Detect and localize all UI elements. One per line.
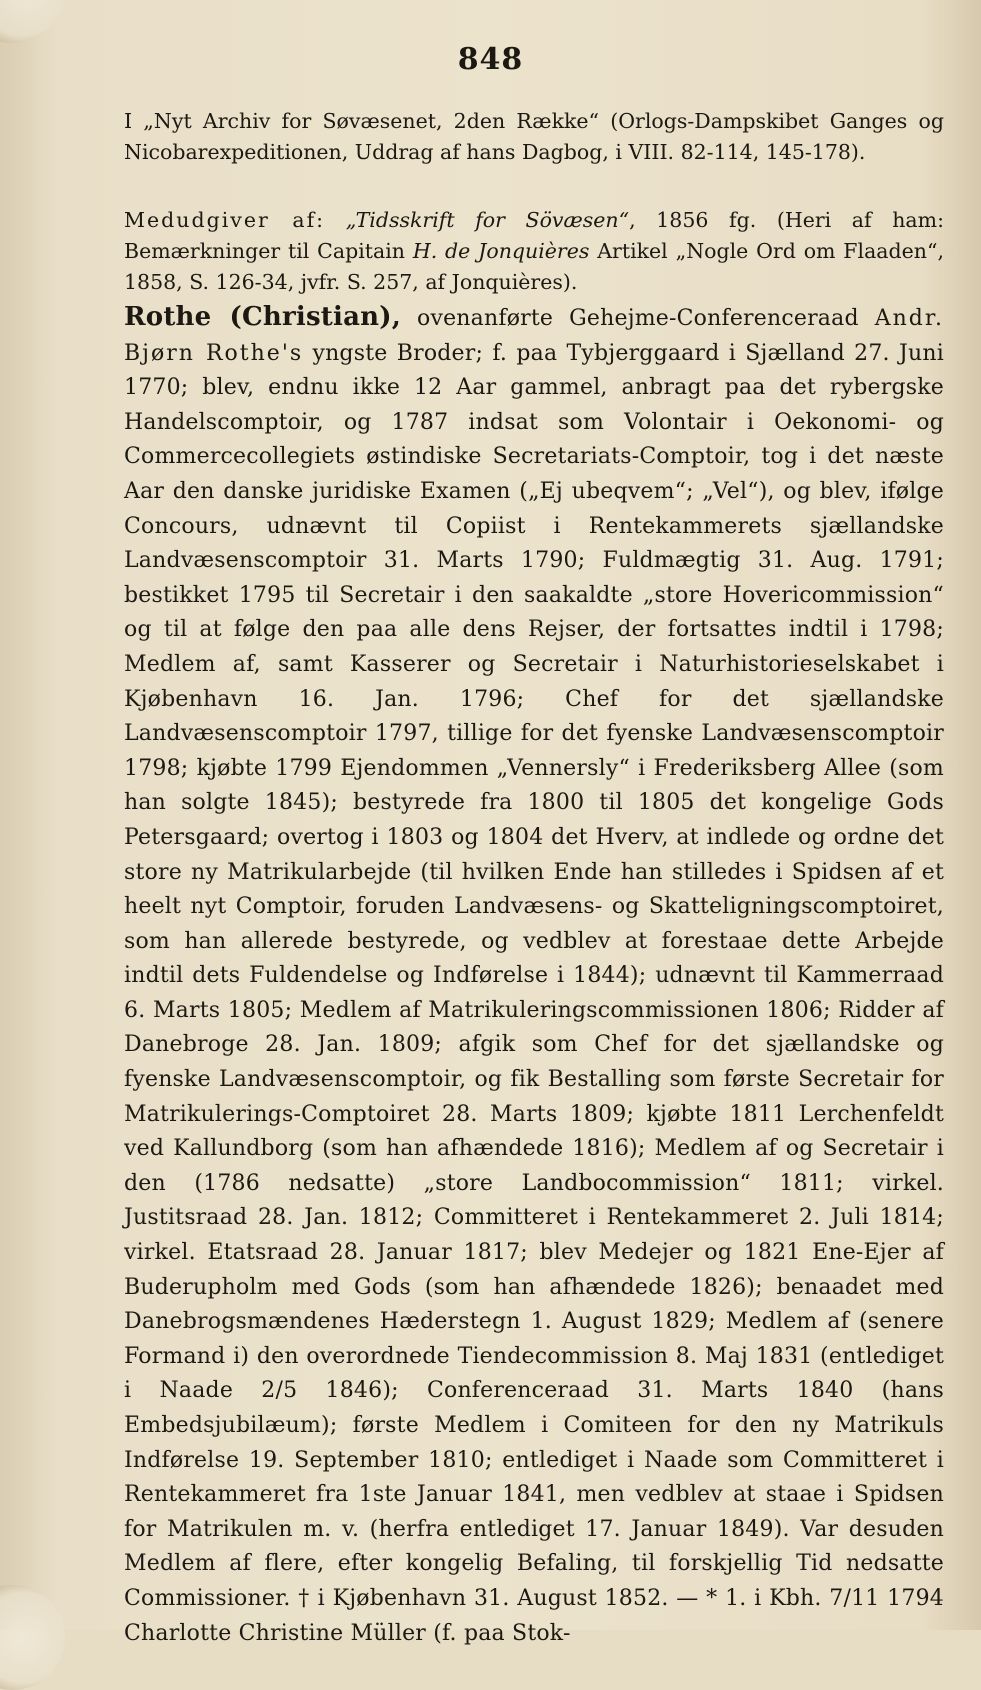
binding-hole-bottom bbox=[0, 1585, 65, 1690]
paragraph-coeditor bbox=[124, 205, 944, 298]
coeditor-text-1: , 1856 fg. (Heri af ham: Bemærkninger til Capitain bbox=[124, 208, 944, 263]
page-number: 848 bbox=[457, 42, 524, 77]
binding-hole-top bbox=[0, 0, 65, 43]
entry-related-name: Andr. Bjørn Rothe's bbox=[124, 306, 944, 366]
author-name: H. de Jonquières bbox=[412, 239, 590, 263]
entry-intro: ovenanførte Gehejme-Conferenceraad bbox=[417, 306, 859, 331]
coeditor-label: Medudgiver af: bbox=[124, 208, 326, 232]
entry-body: yngste Broder; f. paa Tybjerggaard i Sjælland 27. Juni 1770; blev, endnu ikke 12 Aar gammel, anbragt paa det rybergske Handelscomptoir, og 1787 indsat som Volontair i Oekonomi- og Commercecollegiets østindiske Secretariats-Comptoir, tog i det næste Aar den danske juridiske Examen („Ej ubeqvem“; „Vel“), og blev, ifølge Concours, udnævnt til Copiist i Rentekammerets sjællandske Landvæsenscomptoir 31. Marts 1790; Fuldmægtig 31. Aug. 1791; bestikket 1795 til Secretair i den saakaldte „store Hovericommission“ og til at følge den paa alle dens Rejser, der fortsattes indtil i 1798; Medlem af, samt Kasserer og Secretair i Naturhistorieselskabet i Kjøbenhavn 16. Jan. 1796; Chef for det sjællandske Landvæsenscomptoir 1797, tillige for det fyenske Landvæsenscomptoir 1798; kjøbte 1799 Ejendommen „Vennersly“ i Frederiksberg Allee (som han solgte 1845); bestyrede fra 1800 til 1805 det kongelige Gods Petersgaard; overtog i 1803 og 1804 det Hverv, at indlede og ordne det store ny Matrikularbejde (til hvilken Ende han stilledes i Spidsen af et heelt nyt Comptoir, foruden Landvæsens- og Skatteligningscomptoiret, som han allerede bestyrede, og vedblev at forestaae dette Arbejde indtil dets Fuldendelse og Indførelse i 1844); udnævnt til Kammerraad 6. Marts 1805; Medlem af Matrikuleringscommissionen 1806; Ridder af Danebroge 28. Jan. 1809; afgik som Chef for det sjællandske og fyenske Landvæsenscomptoir, og fik Bestalling som første Secretair for Matrikulerings-Comptoiret 28. Marts 1809; kjøbte 1811 Lerchenfeldt ved Kallundborg (som han afhændede 1816); Medlem af og Secretair i den (1786 nedsatte) „store Landbocommission“ 1811; virkel. Justitsraad 28. Jan. 1812; Committeret i Rentekammeret 2. Juli 1814; virkel. Etatsraad 28. Januar 1817; blev Medejer og 1821 Ene-Ejer af Buderupholm med Gods (som han afhændede 1826); benaadet med Danebrogsmændenes Hæderstegn 1. August 1829; Medlem af (senere Formand i) den overordnede Tiendecommission 8. Maj 1831 (entlediget i Naade 2/5 1846); Conferenceraad 31. Marts 1840 (hans Embedsjubilæum); første Medlem i Comiteen for den ny Matrikuls Indførelse 19. September 1810; entlediget i Naade som Committeret i Rentekammeret fra 1ste Januar 1841, men vedblev at staae i Spidsen for Matrikulen m. v. (herfra entlediget 17. Januar 1849). Var desuden Medlem af flere, efter kongelig Befaling, til forskjellig Tid nedsatte Commissioner. † i Kjøbenhavn 31. August 1852. bbox=[124, 340, 944, 1611]
biography-entry bbox=[124, 300, 944, 1651]
reference-text: I „Nyt Archiv for Søvæsenet, 2den Række“ (Orlogs-Dampskibet Ganges og Nicobarexpeditionen, Uddrag af hans Dagbog, i VIII. 82-114, 145-178). bbox=[124, 109, 944, 164]
journal-title: „Tidsskrift for Sövæsen“ bbox=[345, 208, 630, 232]
paragraph-reference bbox=[124, 106, 944, 168]
entry-headword: Rothe (Christian), bbox=[124, 302, 401, 332]
entry-tail: — * 1. i Kbh. 7/11 1794 Charlotte Christine Müller (f. paa Stok- bbox=[124, 1585, 944, 1646]
coeditor-text-2: Artikel „Nogle Ord om Flaaden“, 1858, S. 126-34, jvfr. S. 257, af Jonquières). bbox=[124, 239, 944, 294]
